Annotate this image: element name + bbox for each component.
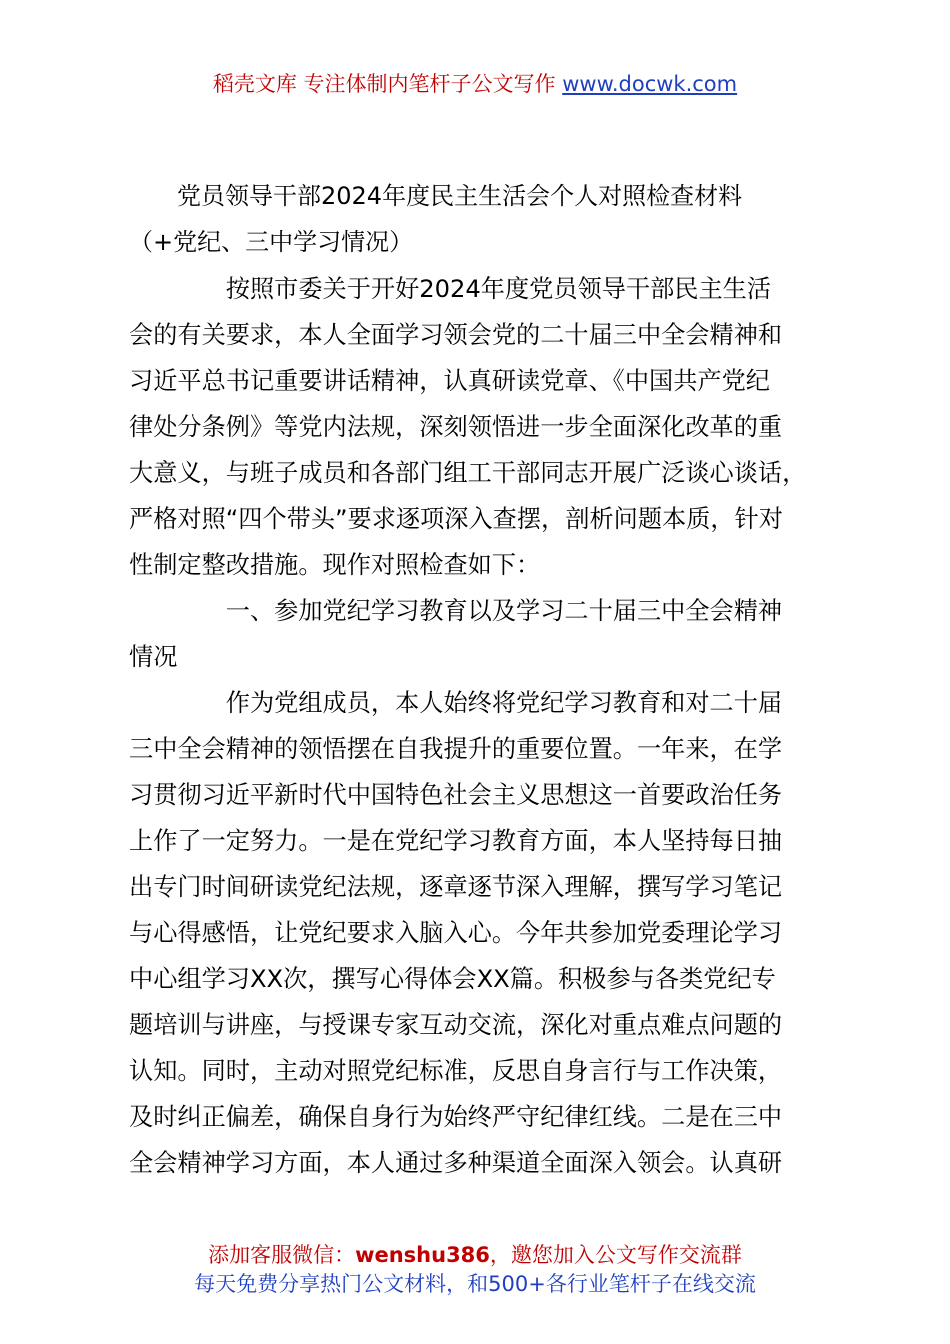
document-subtitle: （+党纪、三中学习情况） (129, 228, 414, 256)
footer-promo-line: 每天免费分享热门公文材料，和500+各行业笔杆子在线交流 (194, 1272, 756, 1296)
footer-wechat-id: wenshu386 (355, 1243, 490, 1267)
footer-prefix: 添加客服微信： (208, 1243, 356, 1267)
footer-contact-line (0, 1239, 950, 1271)
footer-suffix: ，邀您加入公文写作交流群 (489, 1243, 742, 1267)
section1-body: 作为党组成员，本人始终将党纪学习教育和对二十届 三中全会精神的领悟摆在自我提升的重要位置。一年来，在学 习贯彻习近平新时代中国特色社会主义思想这一首要政治任务 上作了一定努力。一是在党纪学习教育方面，本人坚持每日抽 出专门时间研读党纪法规，逐章逐节深入理解，撰写学习笔记 与心得感悟，让党纪要求入脑入心。今年共参加党委理论学习 中心组学习XX次，撰写心得体会XX篇。积极参与各类党纪专 题培训与讲座，与授课专家互动交流，深化对重点难点问题的 认知。同时，主动对照党纪标准，反思自身言行与工作决策， 及时纠正偏差，确保自身行为始终严守纪律红线。二是在三中 全会精神学习方面，本人通过多种渠道全面深入领会。认真研 (129, 689, 783, 1177)
page-header (0, 68, 950, 100)
header-url-link[interactable]: www.docwk.com (562, 72, 738, 96)
section1-heading: 一、参加党纪学习教育以及学习二十届三中全会精神 情况 (129, 597, 783, 671)
document-title: 党员领导干部2024年度民主生活会个人对照检查材料 (177, 182, 743, 210)
intro-paragraph: 按照市委关于开好2024年度党员领导干部民主生活 会的有关要求，本人全面学习领会党的二十届三中全会精神和 习近平总书记重要讲话精神，认真研读党章、《中国共产党纪 律处分条例》等党内法规，深刻领悟进一步全面深化改革的重 大意义，与班子成员和各部门组工干部同志开展广泛谈心谈话， 严格对照“四个带头”要求逐项深入查摆，剖析问题本质，针对 性制定整改措施。现作对照检查如下： (129, 275, 807, 579)
header-brand-text: 稻壳文库 专注体制内笔杆子公文写作 (212, 72, 556, 96)
